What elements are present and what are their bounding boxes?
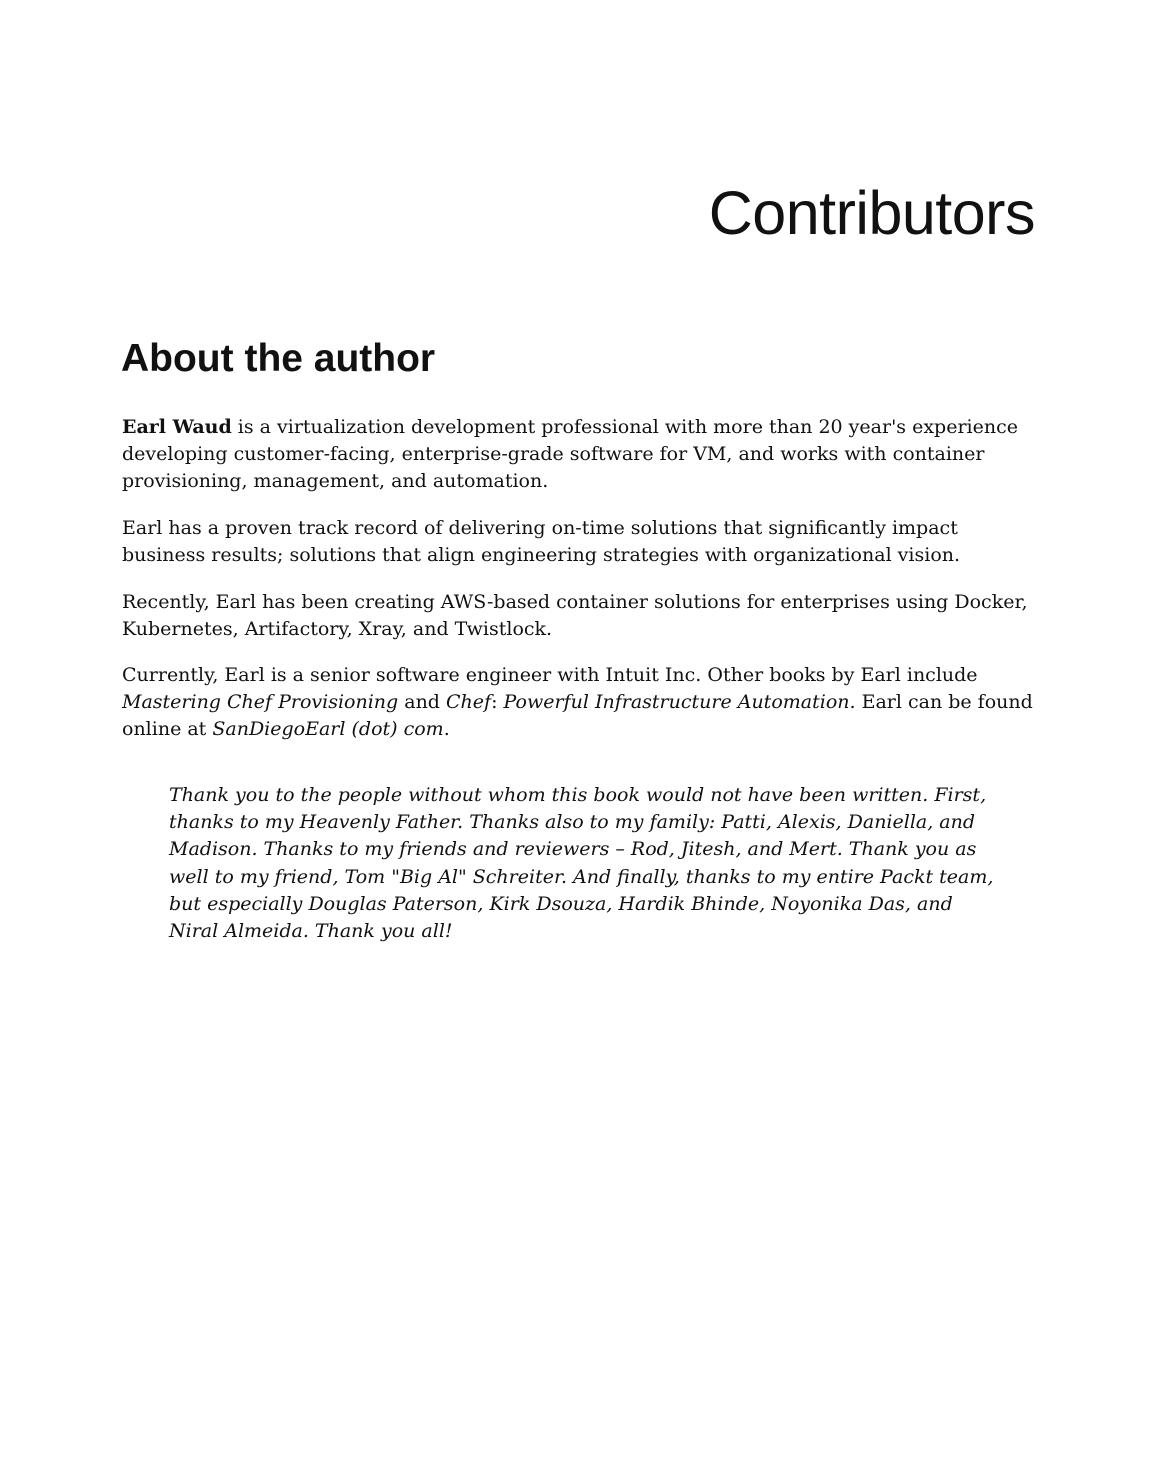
p4-text-b: and bbox=[398, 691, 447, 713]
p4-text-d: Earl can be found online at bbox=[122, 691, 1033, 740]
section-heading-about-author: About the author bbox=[121, 337, 436, 380]
author-bio-paragraph-2: Earl has a proven track record of delivering on-time solutions that significantly impact business results; solutions that align engineering strategies with organizational vision. bbox=[122, 517, 961, 566]
acknowledgement-paragraph: Thank you to the people without whom this book would not have been written. First, thanks to my Heavenly Father. Thanks also to my family: Patti, Alexis, Daniella, and Madison. Thanks to my friends and reviewers – Rod, Jitesh, and Mert. Thank you as well to my friend, Tom "Big Al" Schreiter. And finally, thanks to my entire Packt team, but especially Douglas Paterson, Kirk Dsouza, Hardik Bhinde, Noyonika Das, and Niral Almeida. Thank you all! bbox=[169, 784, 994, 943]
author-bio-paragraph-3: Recently, Earl has been creating AWS-based container solutions for enterprises using Docker, Kubernetes, Artifactory, Xray, and Twistlock. bbox=[122, 591, 1028, 640]
author-website: SanDiegoEarl (dot) com bbox=[212, 718, 444, 740]
author-bio-paragraph-1 bbox=[122, 414, 1042, 495]
p4-text-c: : bbox=[491, 691, 504, 713]
page-title: Contributors bbox=[708, 179, 1035, 247]
author-bio-text: is a virtualization development professional with more than 20 year's experience developing customer-facing, enterprise-grade software for VM, and works with container provisioning, management, and automation. bbox=[122, 416, 1018, 492]
p4-text-a: Currently, Earl is a senior software engineer with Intuit Inc. Other books by Earl include bbox=[122, 664, 978, 686]
book-title-mastering-chef: Mastering Chef Provisioning bbox=[122, 691, 399, 713]
p4-text-e: . bbox=[443, 718, 450, 740]
book-subtitle-powerful-infrastructure: Powerful Infrastructure Automation. bbox=[503, 691, 856, 713]
book-title-chef: Chef bbox=[446, 691, 492, 713]
author-name: Earl Waud bbox=[122, 416, 232, 438]
author-bio-paragraph-4 bbox=[122, 662, 1042, 743]
